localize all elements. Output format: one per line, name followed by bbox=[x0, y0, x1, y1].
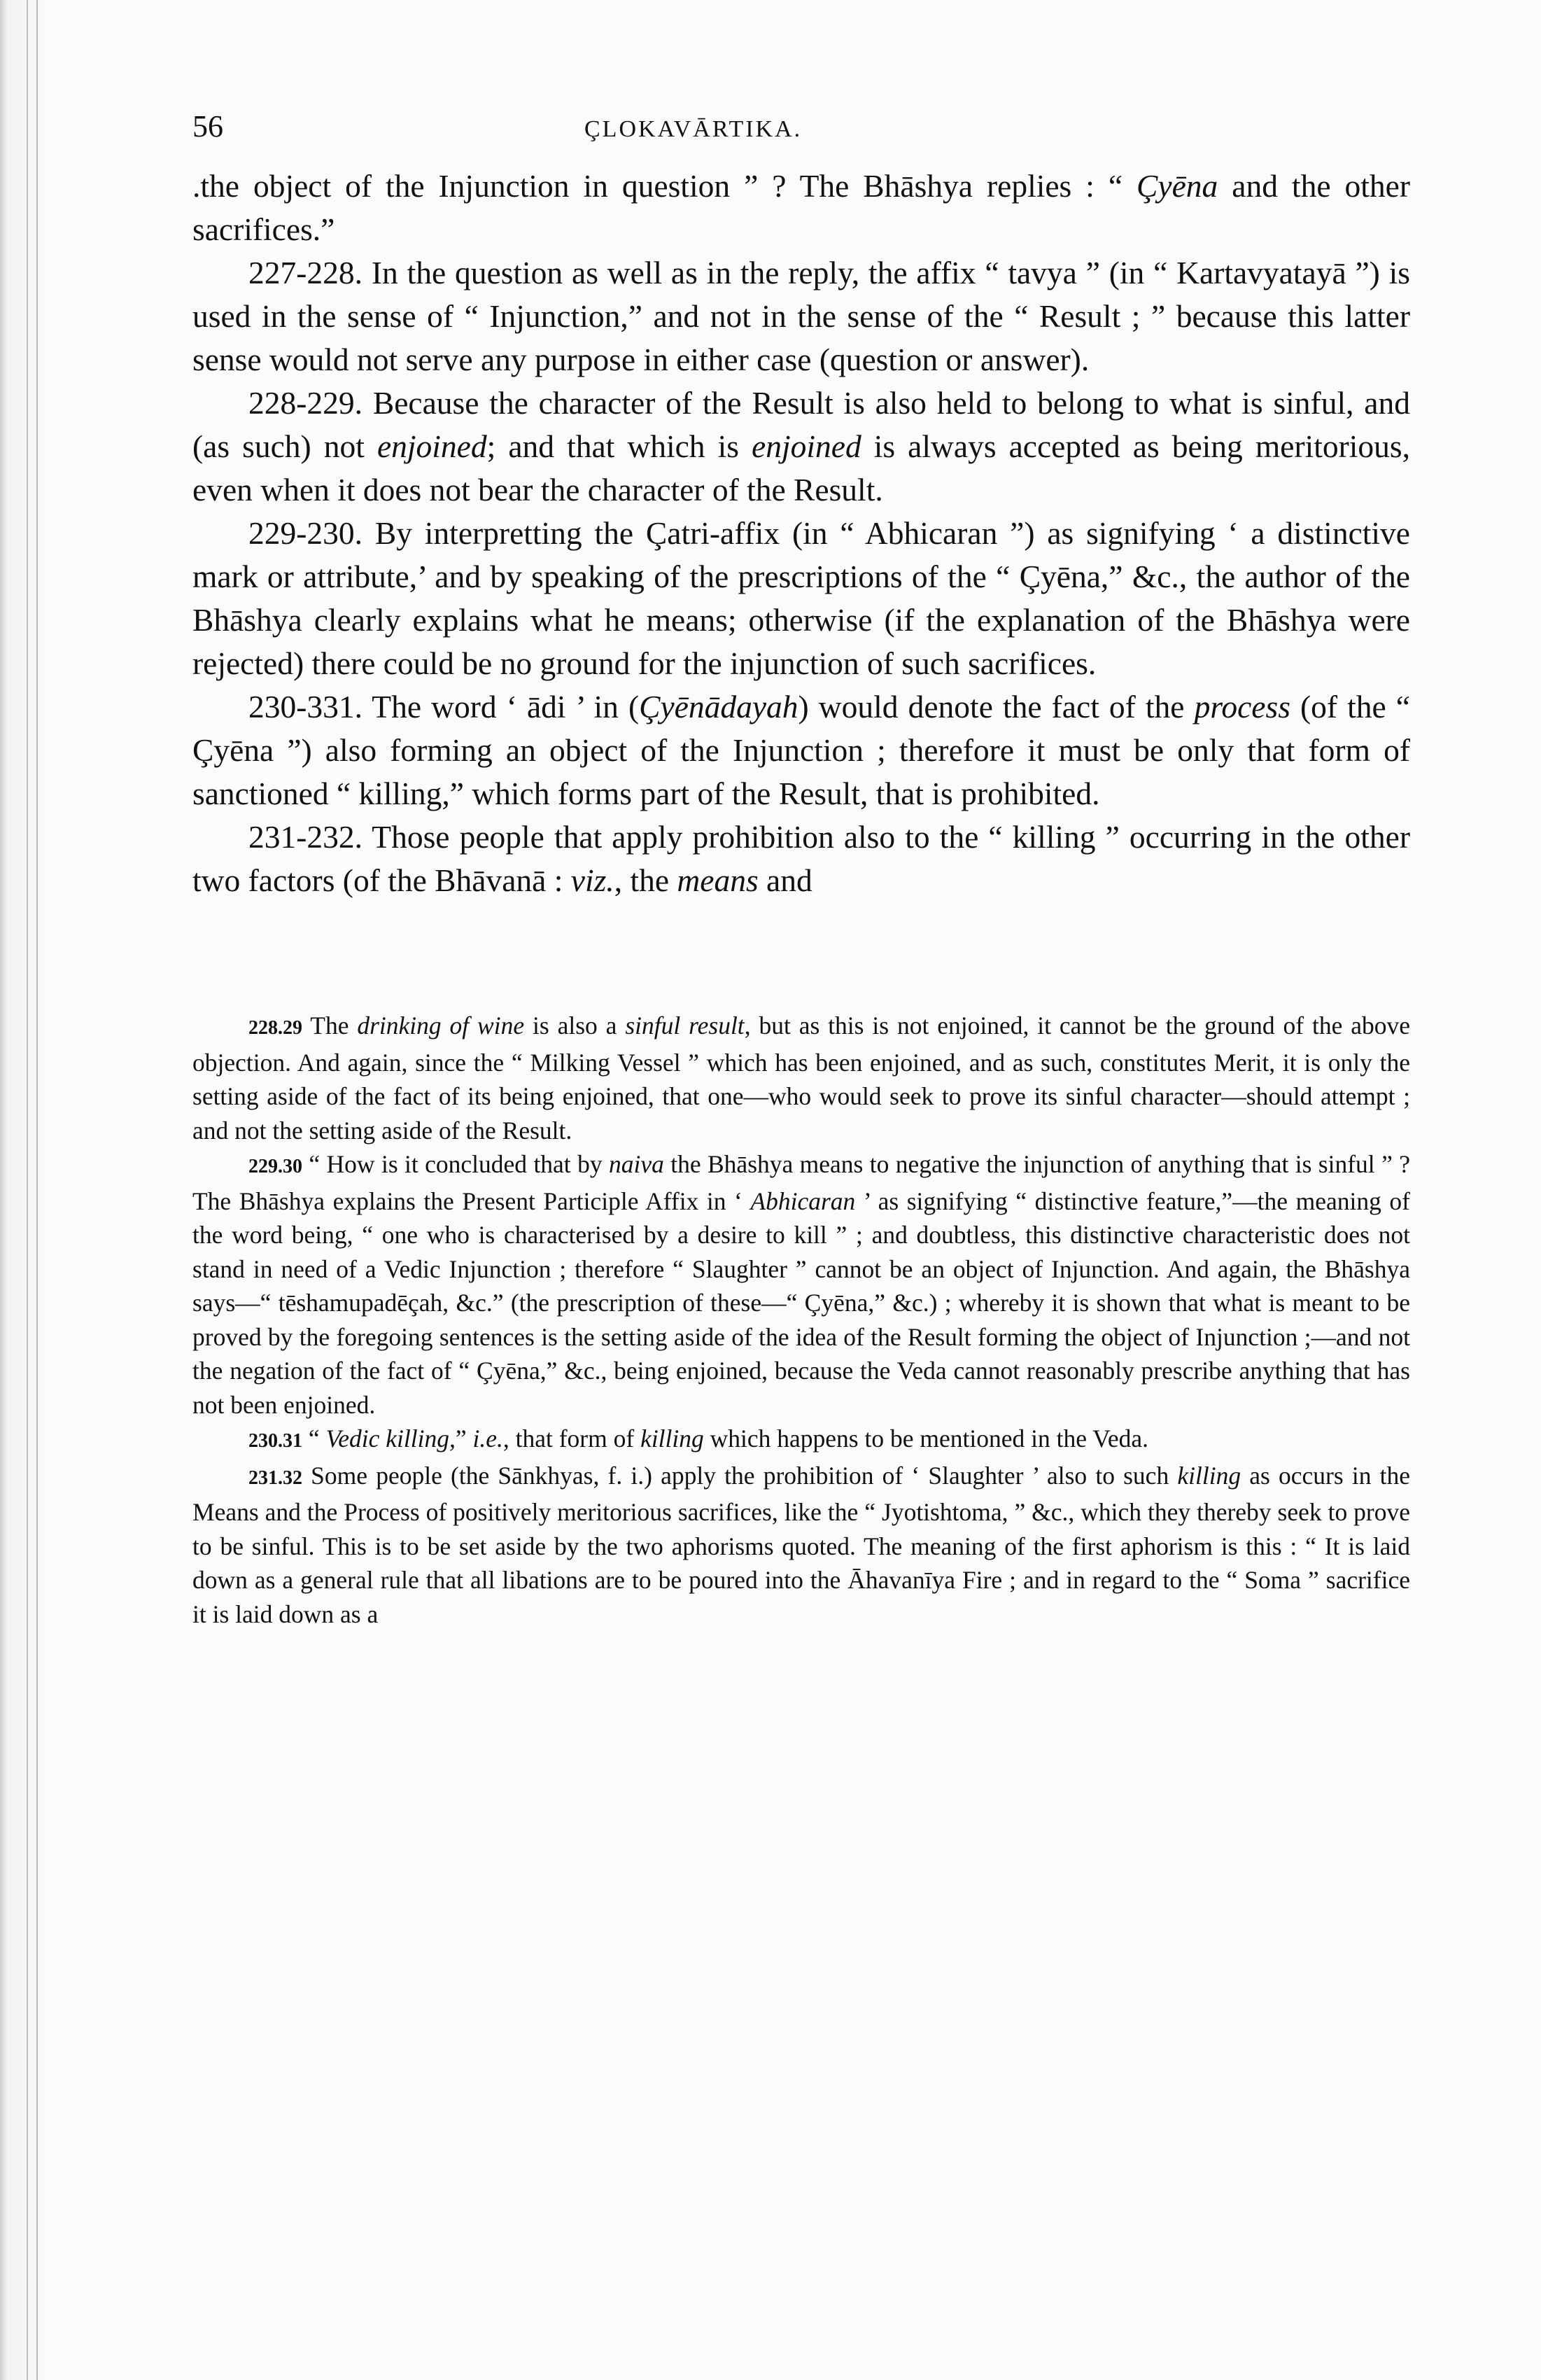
scan-line bbox=[36, 0, 38, 2380]
page-header bbox=[192, 108, 1410, 164]
scan-line bbox=[27, 0, 28, 2380]
footnotes bbox=[192, 1009, 1410, 1631]
paragraph: 230-331. The word ‘ ādi ’ in (Çyēnādayah) would denote the fact of the process (of the “ Çyēna ”) also forming an object of the Injunction ; therefore it must be only that form of sanctioned “ killing,” which forms part of the Result, that is prohibited. bbox=[192, 689, 1410, 811]
scan-edge bbox=[0, 0, 49, 2380]
paragraph: 227-228. In the question as well as in the reply, the affix “ tavya ” (in “ Kartavyatayā ”) is used in the sense of “ Injunction,” and not in the sense of the “ Result ; ” because this latter sense would not serve any purpose in either case (question or answer). bbox=[192, 255, 1410, 377]
paragraph: 231-232. Those people that apply prohibition also to the “ killing ” occurring in the other two factors (of the Bhāvanā : viz., the means and bbox=[192, 819, 1410, 898]
footnote: 228.29 The drinking of wine is also a sinful result, but as this is not enjoined, it cannot be the ground of the above objection. And again, since the “ Milking Vessel ” which has been enjoined, and as such, constitutes Merit, it is only the setting aside of the fact of its being enjoined, that one—who would seek to prove its sinful character—should attempt ; and not the setting aside of the Result. bbox=[192, 1011, 1411, 1144]
footnote: 229.30 “ How is it concluded that by naiva the Bhāshya means to negative the injunction of anything that is sinful ” ? The Bhāshya explains the Present Participle Affix in ‘ Abhicaran ’ as signifying “ distinctive feature,”—the meaning of the word being, “ one who is characterised by a desire to kill ” ; and doubtless, this distinctive characteristic does not stand in need of a Vedic Injunction ; therefore “ Slaughter ” cannot be an object of Injunction. And again, the Bhāshya says—“ tēshamupadēçah, &c.” (the prescription of these—“ Çyēna,” &c.) ; whereby it is shown that what is meant to be proved by the foregoing sentences is the setting aside of the idea of the Result forming the object of Injunction ;—and not the negation of the fact of “ Çyēna,” &c., being enjoined, because the Veda cannot reasonably prescribe anything that has not been enjoined. bbox=[192, 1150, 1410, 1419]
paragraph: .the object of the Injunction in question ” ? The Bhāshya replies : “ Çyēna and the other sacrifices.” bbox=[192, 168, 1410, 247]
paragraph: 229-230. By interpretting the Çatri-affix (in “ Abhicaran ”) as signifying ‘ a distinctive mark or attribute,’ and by speaking of the prescriptions of the “ Çyēna,” &c., the author of the Bhāshya clearly explains what he means; otherwise (if the explanation of the Bhāshya were rejected) there could be no ground for the injunction of such sacrifices. bbox=[192, 515, 1410, 681]
page bbox=[192, 108, 1410, 1631]
running-title: ÇLOKAVĀRTIKA. bbox=[584, 116, 803, 142]
main-text bbox=[192, 164, 1410, 902]
footnote: 231.32 Some people (the Sānkhyas, f. i.) apply the prohibition of ‘ Slaughter ’ also to such killing as occurs in the Means and the Process of positively meritorious sacrifices, like the “ Jyotishtoma, ” &c., which they thereby seek to prove to be sinful. This is to be set aside by the two aphorisms quoted. The meaning of the first aphorism is this : “ It is laid down as a general rule that all libations are to be poured into the Āhavanīya Fire ; and in regard to the “ Soma ” sacrifice it is laid down as a bbox=[192, 1461, 1410, 1628]
page-number: 56 bbox=[192, 109, 223, 144]
footnote: 230.31 “ Vedic killing,” i.e., that form of killing which happens to be mentioned in the Veda. bbox=[248, 1424, 1149, 1452]
paragraph: 228-229. Because the character of the Result is also held to belong to what is sinful, and (as such) not enjoined; and that which is enjoined is always accepted as being meritorious, even when it does not bear the character of the Result. bbox=[192, 385, 1411, 507]
